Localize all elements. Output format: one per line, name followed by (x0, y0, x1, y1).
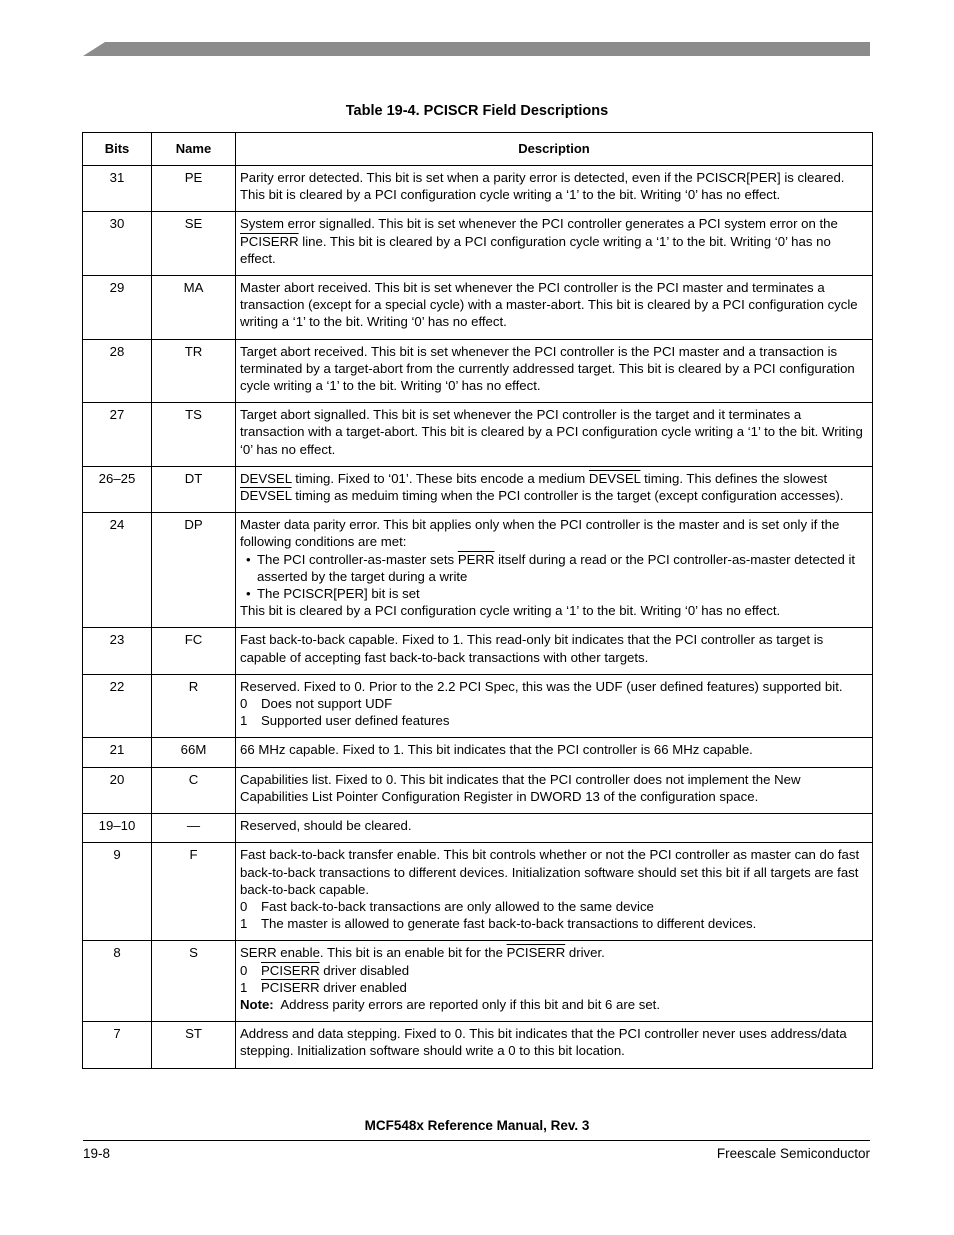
text-run: Reserved. Fixed to 0. Prior to the 2.2 PCI Spec, this was the UDF (user defined features) supported bit. (240, 678, 843, 694)
text-run: Master abort received. This bit is set whenever the PCI controller is the PCI master and terminates a transaction (except for a special cycle) with a master-abort. This bit is cleared by a PCI configuration cycle writing a ‘1’ to the bit. Writing ‘0’ has no effect. (240, 280, 858, 330)
bits-cell: 27 (83, 403, 152, 467)
table-row (83, 513, 873, 628)
description-cell (236, 843, 873, 941)
bullet-mark: • (246, 586, 251, 602)
enum-value: 0 (240, 898, 248, 914)
name-cell: SE (152, 212, 236, 276)
signal-name: PERR (457, 551, 495, 567)
bits-cell: 20 (83, 767, 152, 813)
description-cell (236, 674, 873, 738)
description-text (240, 406, 868, 458)
signal-name: PCISERR (240, 233, 299, 249)
bullet-item (240, 551, 868, 585)
description-text (240, 631, 868, 665)
text-run: driver enabled (319, 979, 407, 995)
enum-item (240, 979, 868, 996)
signal-name: PCISERR (261, 962, 320, 978)
bits-cell: 22 (83, 674, 152, 738)
name-cell: TS (152, 403, 236, 467)
description-cell (236, 212, 873, 276)
enum-item (240, 712, 868, 729)
description-text (240, 741, 868, 758)
text-run: line. This bit is cleared by a PCI configuration cycle writing a ‘1’ to the bit. Writing ‘0’ has no effect. (240, 233, 831, 266)
header-bar (83, 42, 870, 56)
description-text (240, 279, 868, 331)
description-text (240, 846, 868, 898)
bits-cell: 29 (83, 276, 152, 340)
text-run: Reserved, should be cleared. (240, 818, 412, 834)
bits-cell: 21 (83, 738, 152, 767)
enum-item (240, 695, 868, 712)
bits-cell: 7 (83, 1022, 152, 1068)
header-bits: Bits (83, 133, 152, 166)
description-text (240, 678, 868, 695)
table-row (83, 276, 873, 340)
signal-name: DEVSEL (240, 488, 292, 504)
table-row (83, 403, 873, 467)
description-text (240, 470, 868, 504)
company-name: Freescale Semiconductor (716, 1146, 870, 1161)
table-title: Table 19-4. PCISCR Field Descriptions (345, 103, 609, 119)
bits-cell: 9 (83, 843, 152, 941)
text-run: timing. This defines the slowest (640, 470, 828, 486)
footer-rule (83, 1140, 870, 1141)
text-run: timing as meduim timing when the PCI controller is the target (except configuration accesses). (291, 488, 844, 504)
name-cell: C (152, 767, 236, 813)
description-text (240, 343, 868, 395)
text-run: driver disabled (319, 962, 410, 978)
table-row (83, 941, 873, 1022)
manual-title: MCF548x Reference Manual, Rev. 3 (364, 1118, 590, 1133)
bits-cell: 31 (83, 166, 152, 212)
name-cell: PE (152, 166, 236, 212)
text-run: System error signalled. This bit is set whenever the PCI controller generates a PCI system error on the (240, 216, 838, 232)
text-run: The PCISCR[PER] bit is set (257, 586, 420, 602)
description-cell (236, 738, 873, 767)
table-row (83, 767, 873, 813)
header-name: Name (152, 133, 236, 166)
field-descriptions-table (82, 132, 873, 1069)
bits-cell: 19–10 (83, 814, 152, 843)
bits-cell: 23 (83, 628, 152, 674)
name-cell: MA (152, 276, 236, 340)
table-row (83, 166, 873, 212)
name-cell: FC (152, 628, 236, 674)
enum-item (240, 915, 868, 932)
enum-item (240, 898, 868, 915)
bits-cell: 24 (83, 513, 152, 628)
header-description: Description (236, 133, 873, 166)
name-cell: ST (152, 1022, 236, 1068)
description-cell (236, 166, 873, 212)
page-number: 19-8 (83, 1146, 111, 1161)
description-cell (236, 513, 873, 628)
name-cell: F (152, 843, 236, 941)
name-cell: 66M (152, 738, 236, 767)
table-header-row (83, 133, 873, 166)
name-cell: DT (152, 466, 236, 512)
text-run: Master data parity error. This bit applies only when the PCI controller is the master and is set only if the following conditions are met: (240, 517, 840, 550)
bits-cell: 8 (83, 941, 152, 1022)
text-run: Fast back-to-back capable. Fixed to 1. This read-only bit indicates that the PCI controller as target is capable of accepting fast back-to-back transactions with other targets. (240, 632, 824, 665)
text-run: Supported user defined features (261, 713, 450, 729)
table-row (83, 339, 873, 403)
bullet-item (240, 585, 868, 602)
text-run: driver. (565, 945, 605, 961)
description-cell (236, 276, 873, 340)
table-row (83, 466, 873, 512)
description-cell (236, 339, 873, 403)
description-text (240, 944, 868, 961)
description-cell (236, 466, 873, 512)
enum-item (240, 962, 868, 979)
text-run: Does not support UDF (261, 696, 393, 712)
description-cell (236, 941, 873, 1022)
description-text (240, 516, 868, 550)
text-run: DEVSEL timing. Fixed to ‘01’. These bits encode a medium (240, 470, 589, 486)
table-row (83, 628, 873, 674)
name-cell: — (152, 814, 236, 843)
text-run: Address parity errors are reported only if this bit and bit 6 are set. (280, 996, 661, 1012)
text-run: Address and data stepping. Fixed to 0. This bit indicates that the PCI controller never uses address/data stepping. Initialization software should write a 0 to this bit location. (240, 1026, 847, 1059)
text-run: Capabilities list. Fixed to 0. This bit indicates that the PCI controller does not implement the New Capabilities List Pointer Configuration Register in DWORD 13 of the configuration space. (240, 771, 801, 804)
table-row (83, 674, 873, 738)
description-cell (236, 814, 873, 843)
text-run: Parity error detected. This bit is set when a parity error is detected, even if the PCISCR[PER] is cleared. This bit is cleared by a PCI configuration cycle writing a ‘1’ to the bit. Writing ‘0’ has no effect. (240, 170, 845, 203)
description-cell (236, 1022, 873, 1068)
text-run: Target abort received. This bit is set whenever the PCI controller is the PCI master and a transaction is terminated by a target-abort from the currently addressed target. This bit is cleared by a PCI configuration cycle writing a ‘1’ to the bit. Writing ‘0’ has no effect. (240, 343, 855, 394)
text-run: Target abort signalled. This bit is set whenever the PCI controller is the target and it terminates a transaction with a target-abort. This bit is cleared by a PCI configuration cycle writing a ‘1’ to the bit. Writing ‘0’ has no effect. (240, 407, 863, 457)
signal-name: PCISERR (506, 945, 566, 961)
name-cell: DP (152, 513, 236, 628)
text-run: Fast back-to-back transfer enable. This bit controls whether or not the PCI controller as master can do fast back-to-back transactions to different devices. Initialization software should set this bit if all targets are fast back-to-back capable. (240, 847, 860, 897)
name-cell: R (152, 674, 236, 738)
text-run: This bit is cleared by a PCI configuration cycle writing a ‘1’ to the bit. Writing ‘0’ has no effect. (240, 603, 781, 619)
text-run: Fast back-to-back transactions are only allowed to the same device (261, 898, 654, 914)
description-cell (236, 628, 873, 674)
table-row (83, 814, 873, 843)
description-text (240, 169, 868, 203)
signal-name: DEVSEL (588, 470, 641, 486)
description-text (240, 215, 868, 267)
enum-value: 1 (240, 713, 248, 729)
description-cell (236, 403, 873, 467)
description-text (240, 1025, 868, 1059)
description-text (240, 602, 868, 619)
description-text (240, 817, 868, 834)
enum-value: 0 (240, 962, 248, 978)
text-run: The PCI controller-as-master sets (257, 551, 458, 567)
description-cell (236, 767, 873, 813)
name-cell: S (152, 941, 236, 1022)
enum-value: 1 (240, 979, 248, 995)
table-row (83, 738, 873, 767)
bullet-mark: • (246, 551, 251, 567)
enum-value: 1 (240, 916, 248, 932)
table-row (83, 1022, 873, 1068)
note-label: Note: (240, 996, 274, 1012)
bits-cell: 30 (83, 212, 152, 276)
bits-cell: 26–25 (83, 466, 152, 512)
name-cell: TR (152, 339, 236, 403)
note (240, 996, 868, 1013)
text-run: The master is allowed to generate fast back-to-back transactions to different devices. (261, 916, 757, 932)
text-run: SERR enable. This bit is an enable bit for the (240, 945, 507, 961)
text-run: 66 MHz capable. Fixed to 1. This bit indicates that the PCI controller is 66 MHz capable. (240, 742, 753, 758)
table-row (83, 212, 873, 276)
table-row (83, 843, 873, 941)
enum-value: 0 (240, 696, 248, 712)
text-run: itself during a read or the PCI controller-as-master detected it asserted by the target during a write (257, 551, 856, 584)
description-text (240, 771, 868, 805)
bits-cell: 28 (83, 339, 152, 403)
signal-name: PCISERR (261, 979, 320, 995)
